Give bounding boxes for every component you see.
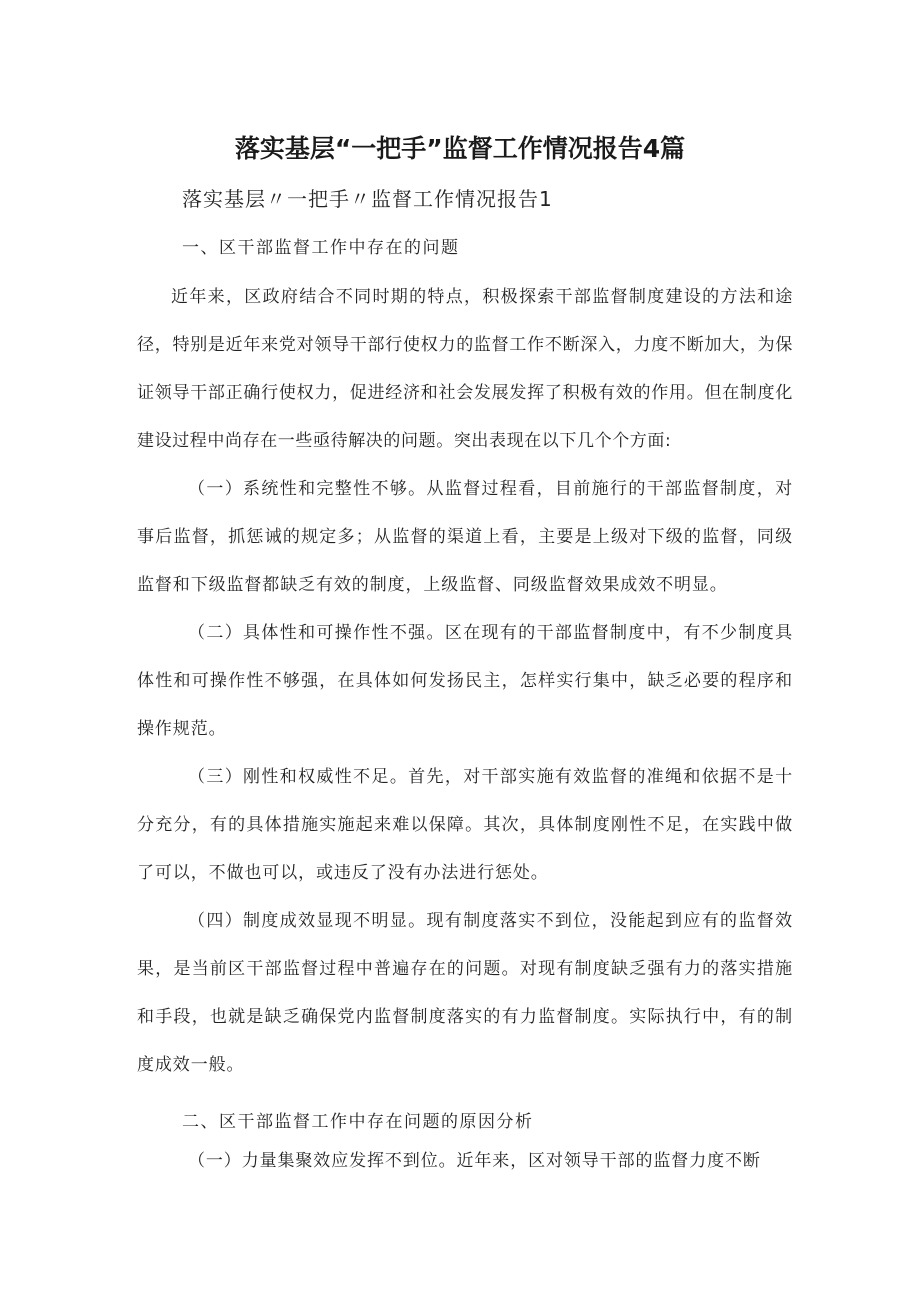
document-title: 落实基层“一把手”监督工作情况报告4篇 bbox=[234, 134, 686, 163]
paragraph-item-3: （三）刚性和权威性不足。首先，对干部实施有效监督的准绳和依据不是十分充分，有的具体措施实施起来难以保障。其次，具体制度刚性不足，在实践中做了可以，不做也可以，或违反了没有办法进行惩处。 bbox=[137, 767, 793, 883]
paragraph-cause-1: （一）力量集聚效应发挥不到位。近年来，区对领导干部的监督力度不断 bbox=[188, 1151, 761, 1171]
section-heading-2: 二、区干部监督工作中存在问题的原因分析 bbox=[182, 1112, 534, 1132]
paragraph-intro: 近年来，区政府结合不同时期的特点，积极探索干部监督制度建设的方法和途径，特别是近年来党对领导干部行使权力的监督工作不断深入，力度不断加大，为保证领导干部正确行使权力，促进经济和社会发展发挥了积极有效的作用。但在制度化建设过程中尚存在一些亟待解决的问题。突出表现在以下几个个方面: bbox=[137, 287, 793, 451]
report-subtitle: 落实基层〃一把手〃监督工作情况报告1 bbox=[182, 187, 553, 211]
section-heading-1: 一、区干部监督工作中存在的问题 bbox=[182, 238, 460, 258]
paragraph-item-1: （一）系统性和完整性不够。从监督过程看，目前施行的干部监督制度，对事后监督，抓惩诫的规定多；从监督的渠道上看，主要是上级对下级的监督，同级监督和下级监督都缺乏有效的制度，上级监督、同级监督效果成效不明显。 bbox=[137, 479, 793, 595]
paragraph-item-4: （四）制度成效显现不明显。现有制度落实不到位，没能起到应有的监督效果，是当前区干部监督过程中普遍存在的问题。对现有制度缺乏强有力的落实措施和手段，也就是缺乏确保党内监督制度落实的有力监督制度。实际执行中，有的制度成效一般。 bbox=[137, 911, 793, 1075]
paragraph-item-2: （二）具体性和可操作性不强。区在现有的干部监督制度中，有不少制度具体性和可操作性不够强，在具体如何发扬民主，怎样实行集中，缺乏必要的程序和操作规范。 bbox=[137, 623, 793, 739]
